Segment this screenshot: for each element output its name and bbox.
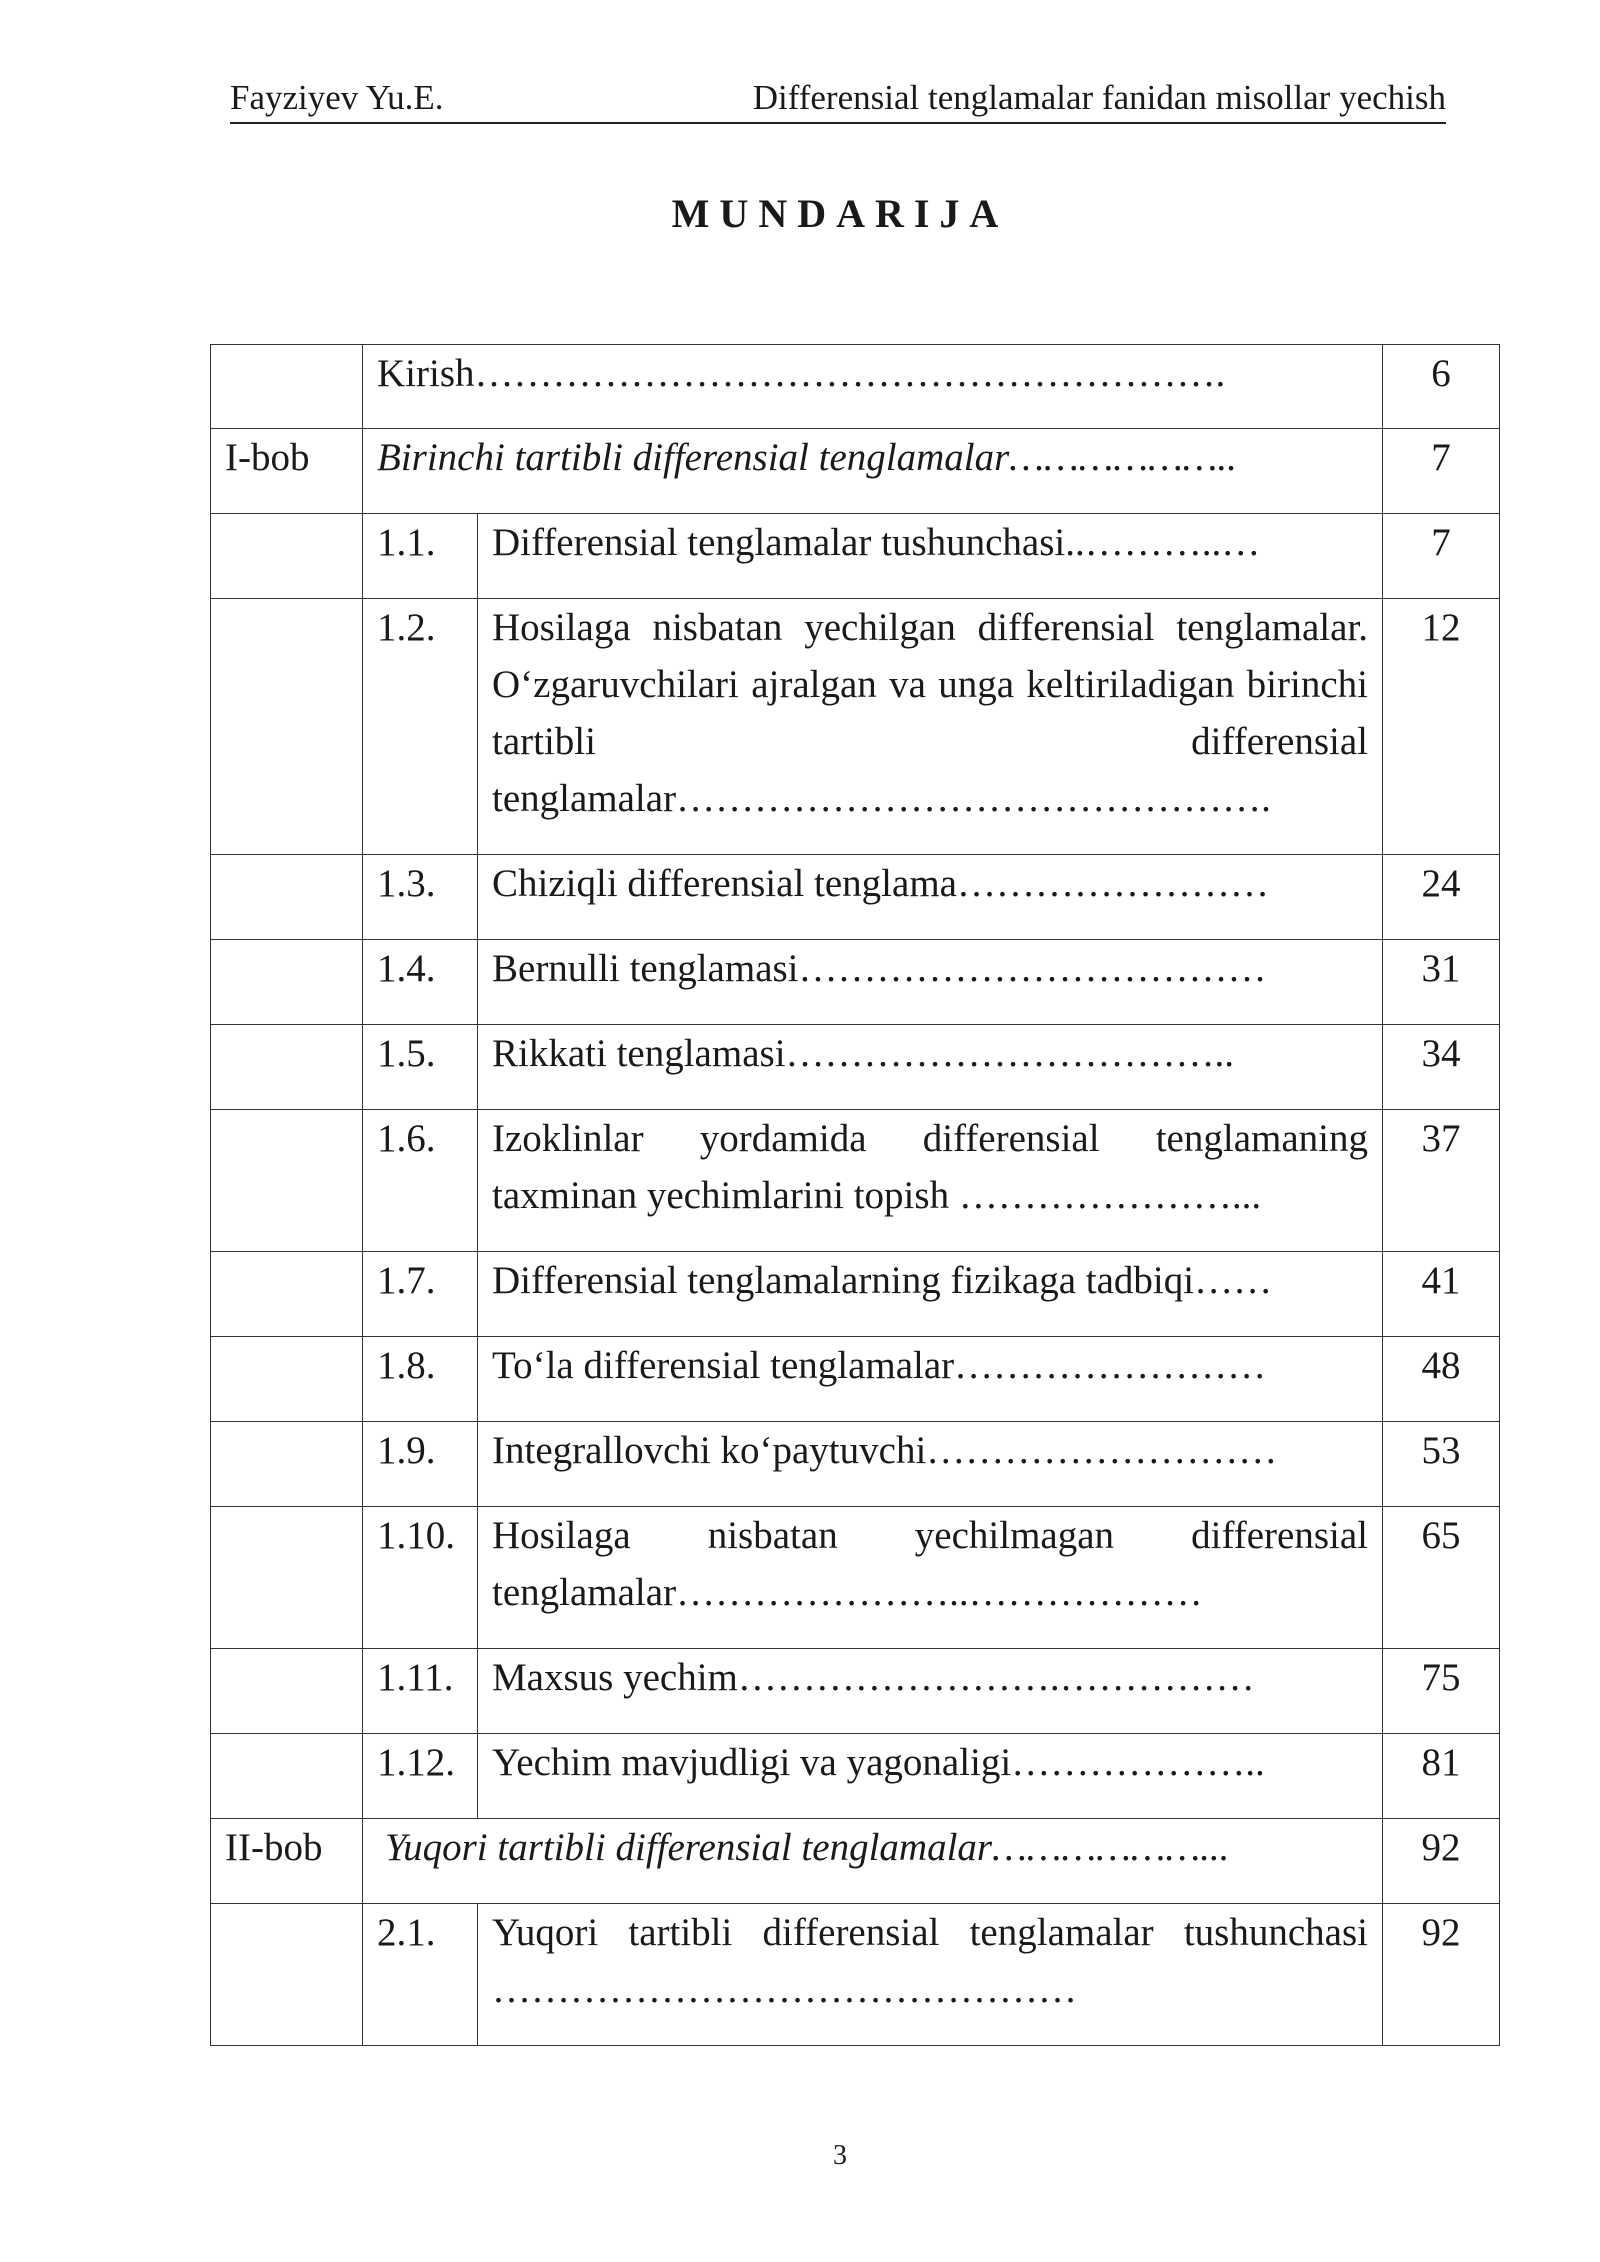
toc-row-section [211, 1734, 1500, 1819]
toc-chapter-cell [211, 1337, 363, 1422]
header-author: Fayziyev Yu.E. [230, 78, 444, 117]
table-of-contents [210, 344, 1500, 2046]
toc-row-chapter-2 [211, 1819, 1500, 1904]
toc-row-section [211, 1649, 1500, 1734]
toc-entry-text[interactable]: Rikkati tenglamasi…………………………….. [478, 1025, 1383, 1110]
toc-section-number: 1.2. [363, 599, 478, 855]
toc-row-section [211, 855, 1500, 940]
toc-row-section [211, 599, 1500, 855]
toc-chapter-cell [211, 1252, 363, 1337]
toc-page-number: 92 [1383, 1819, 1500, 1904]
toc-row-section [211, 1110, 1500, 1252]
toc-row-section [211, 1337, 1500, 1422]
toc-page-number: 6 [1383, 345, 1500, 429]
toc-section-number: 2.1. [363, 1904, 478, 2046]
page-number: 3 [833, 2140, 847, 2171]
toc-entry-text[interactable]: Differensial tenglamalarning fizikaga tadbiqi…… [478, 1252, 1383, 1337]
toc-chapter-cell [211, 1025, 363, 1110]
toc-section-number: 1.10. [363, 1507, 478, 1649]
toc-section-number: 1.4. [363, 940, 478, 1025]
toc-page-number: 7 [1383, 429, 1500, 514]
toc-entry-text[interactable]: Maxsus yechim…………………….…………… [478, 1649, 1383, 1734]
toc-chapter-cell [211, 940, 363, 1025]
toc-page-number: 75 [1383, 1649, 1500, 1734]
toc-entry-text[interactable]: Hosilaga nisbatan yechilgan differensial tenglamalar. O‘zgaruvchilari ajralgan va unga keltiriladigan birinchi tartibli differensial tenglamalar………………………………………. [478, 599, 1383, 855]
toc-row-section [211, 940, 1500, 1025]
toc-entry-text[interactable]: Chiziqli differensial tenglama…………………… [478, 855, 1383, 940]
toc-chapter-cell [211, 855, 363, 940]
toc-chapter-label: I-bob [211, 429, 363, 514]
toc-page-number: 24 [1383, 855, 1500, 940]
toc-entry-text[interactable]: Yuqori tartibli differensial tenglamalar………………... [363, 1819, 1383, 1904]
running-header [230, 74, 1446, 124]
toc-chapter-cell [211, 345, 363, 429]
toc-entry-text[interactable]: Hosilaga nisbatan yechilmagan differensial tenglamalar…………………..……………… [478, 1507, 1383, 1649]
page-title: MUNDARIJA [671, 191, 1009, 236]
toc-chapter-cell [211, 1507, 363, 1649]
toc-section-number: 1.11. [363, 1649, 478, 1734]
toc-row-section [211, 1904, 1500, 2046]
toc-row-section [211, 514, 1500, 599]
toc-row-section [211, 1252, 1500, 1337]
toc-section-number: 1.3. [363, 855, 478, 940]
toc-chapter-cell [211, 1110, 363, 1252]
toc-page-number: 81 [1383, 1734, 1500, 1819]
toc-row-kirish [211, 345, 1500, 429]
toc-section-number: 1.9. [363, 1422, 478, 1507]
toc-page-number: 92 [1383, 1904, 1500, 2046]
toc-chapter-cell [211, 1734, 363, 1819]
toc-entry-text[interactable]: Birinchi tartibli differensial tenglamalar……………….. [363, 429, 1383, 514]
toc-page-number: 12 [1383, 599, 1500, 855]
toc-entry-text[interactable]: Yechim mavjudligi va yagonaligi……………….. [478, 1734, 1383, 1819]
toc-entry-text[interactable]: Yuqori tartibli differensial tenglamalar tushunchasi ……………………………………… [478, 1904, 1383, 2046]
toc-page-number: 7 [1383, 514, 1500, 599]
toc-entry-text[interactable]: Bernulli tenglamasi……………………………… [478, 940, 1383, 1025]
toc-section-number: 1.7. [363, 1252, 478, 1337]
toc-section-number: 1.12. [363, 1734, 478, 1819]
toc-section-number: 1.5. [363, 1025, 478, 1110]
toc-page-number: 41 [1383, 1252, 1500, 1337]
toc-chapter-cell [211, 1904, 363, 2046]
toc-page-number: 31 [1383, 940, 1500, 1025]
toc-entry-text[interactable]: Izoklinlar yordamida differensial tenglamaning taxminan yechimlarini topish …………………... [478, 1110, 1383, 1252]
toc-chapter-cell [211, 514, 363, 599]
toc-chapter-cell [211, 599, 363, 855]
toc-chapter-label: II-bob [211, 1819, 363, 1904]
toc-chapter-cell [211, 1422, 363, 1507]
toc-page-number: 37 [1383, 1110, 1500, 1252]
toc-page-number: 34 [1383, 1025, 1500, 1110]
toc-section-number: 1.8. [363, 1337, 478, 1422]
toc-entry-text[interactable]: Kirish…………………………………………………. [363, 345, 1383, 429]
toc-section-number: 1.1. [363, 514, 478, 599]
toc-chapter-cell [211, 1649, 363, 1734]
toc-section-number: 1.6. [363, 1110, 478, 1252]
toc-page-number: 65 [1383, 1507, 1500, 1649]
toc-page-number: 53 [1383, 1422, 1500, 1507]
toc-row-section [211, 1422, 1500, 1507]
header-book-title: Differensial tenglamalar fanidan misollar yechish [752, 78, 1446, 117]
toc-row-chapter-1 [211, 429, 1500, 514]
toc-entry-text[interactable]: Integrallovchi ko‘paytuvchi……………………… [478, 1422, 1383, 1507]
toc-page-number: 48 [1383, 1337, 1500, 1422]
toc-entry-text[interactable]: Differensial tenglamalar tushunchasi..………..… [478, 514, 1383, 599]
toc-entry-text[interactable]: To‘la differensial tenglamalar…………………… [478, 1337, 1383, 1422]
toc-row-section [211, 1025, 1500, 1110]
toc-row-section [211, 1507, 1500, 1649]
